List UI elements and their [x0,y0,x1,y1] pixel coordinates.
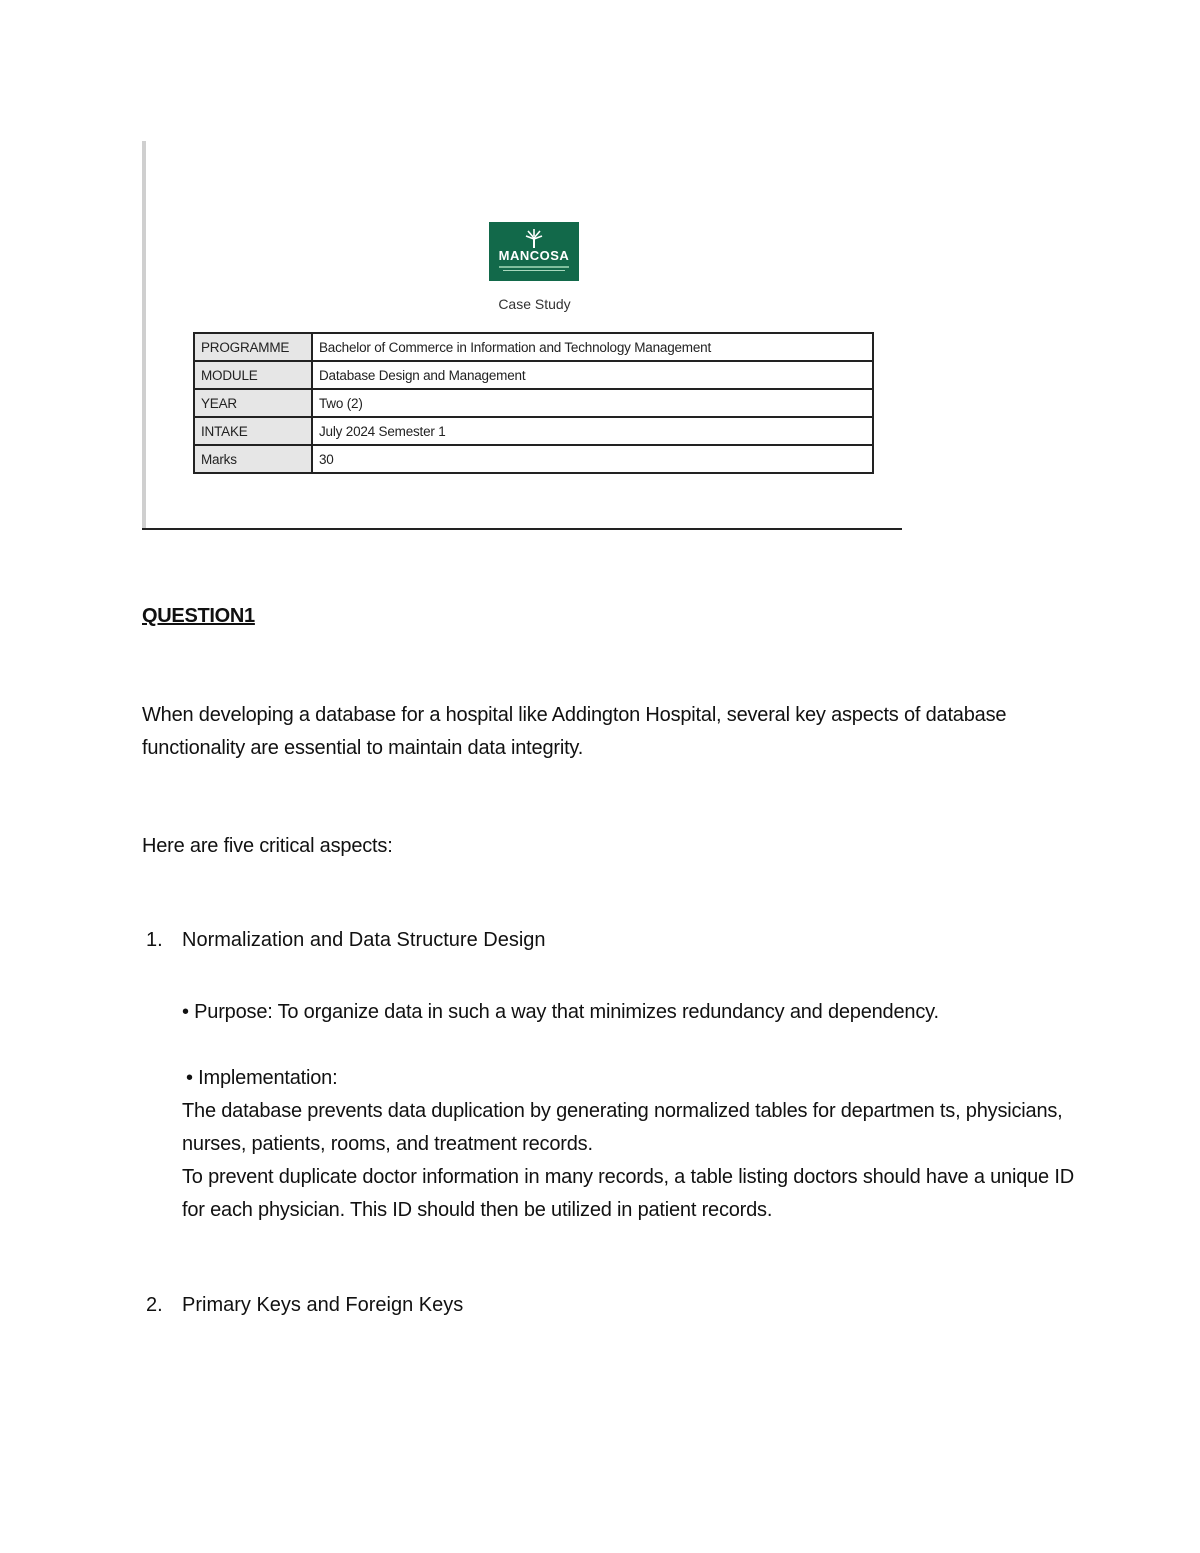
question-heading: QUESTION1 [142,605,255,627]
tree-icon [525,228,543,248]
row-label: MODULE [194,361,312,389]
table-row [194,417,873,445]
row-value: 30 [312,445,873,473]
list-item-title: Primary Keys and Foreign Keys [182,1294,464,1316]
list-item-number: 1. [146,929,163,951]
logo-wordmark: MANCOSA [498,248,570,263]
logo-tagline-bar [499,266,569,268]
logo-tagline-bar-2 [503,270,565,271]
row-label: Marks [194,445,312,473]
lead-paragraph: Here are five critical aspects: [142,835,393,857]
row-label: PROGRAMME [194,333,312,361]
programme-info-table [193,332,874,474]
row-value: July 2024 Semester 1 [312,417,873,445]
list-item-title: Normalization and Data Structure Design [182,929,546,951]
case-study-caption: Case Study [498,296,571,312]
header-divider [142,528,902,530]
intro-paragraph: When developing a database for a hospital like Addington Hospital, several key aspects of database functionality are essential to maintain data integrity. [142,704,1007,759]
table-row [194,445,873,473]
left-margin-rule [142,141,146,529]
row-value: Bachelor of Commerce in Information and Technology Management [312,333,873,361]
mancosa-logo [489,222,579,281]
table-row [194,361,873,389]
table-row [194,389,873,417]
row-label: INTAKE [194,417,312,445]
row-value: Database Design and Management [312,361,873,389]
row-label: YEAR [194,389,312,417]
table-row [194,333,873,361]
implementation-text-2: To prevent duplicate doctor information in many records, a table listing doctors should have a unique ID for each physician. This ID should then be utilized in patient records. [182,1166,1074,1221]
case-study-header [142,141,902,529]
row-value: Two (2) [312,389,873,417]
implementation-label: • Implementation: [186,1067,338,1089]
purpose-text: • Purpose: To organize data in such a way that minimizes redundancy and dependency. [182,1001,939,1023]
list-item-number: 2. [146,1294,163,1316]
implementation-text-1: The database prevents data duplication by generating normalized tables for departmen ts, physicians, nurses, patients, rooms, and treatment records. [182,1100,1063,1155]
